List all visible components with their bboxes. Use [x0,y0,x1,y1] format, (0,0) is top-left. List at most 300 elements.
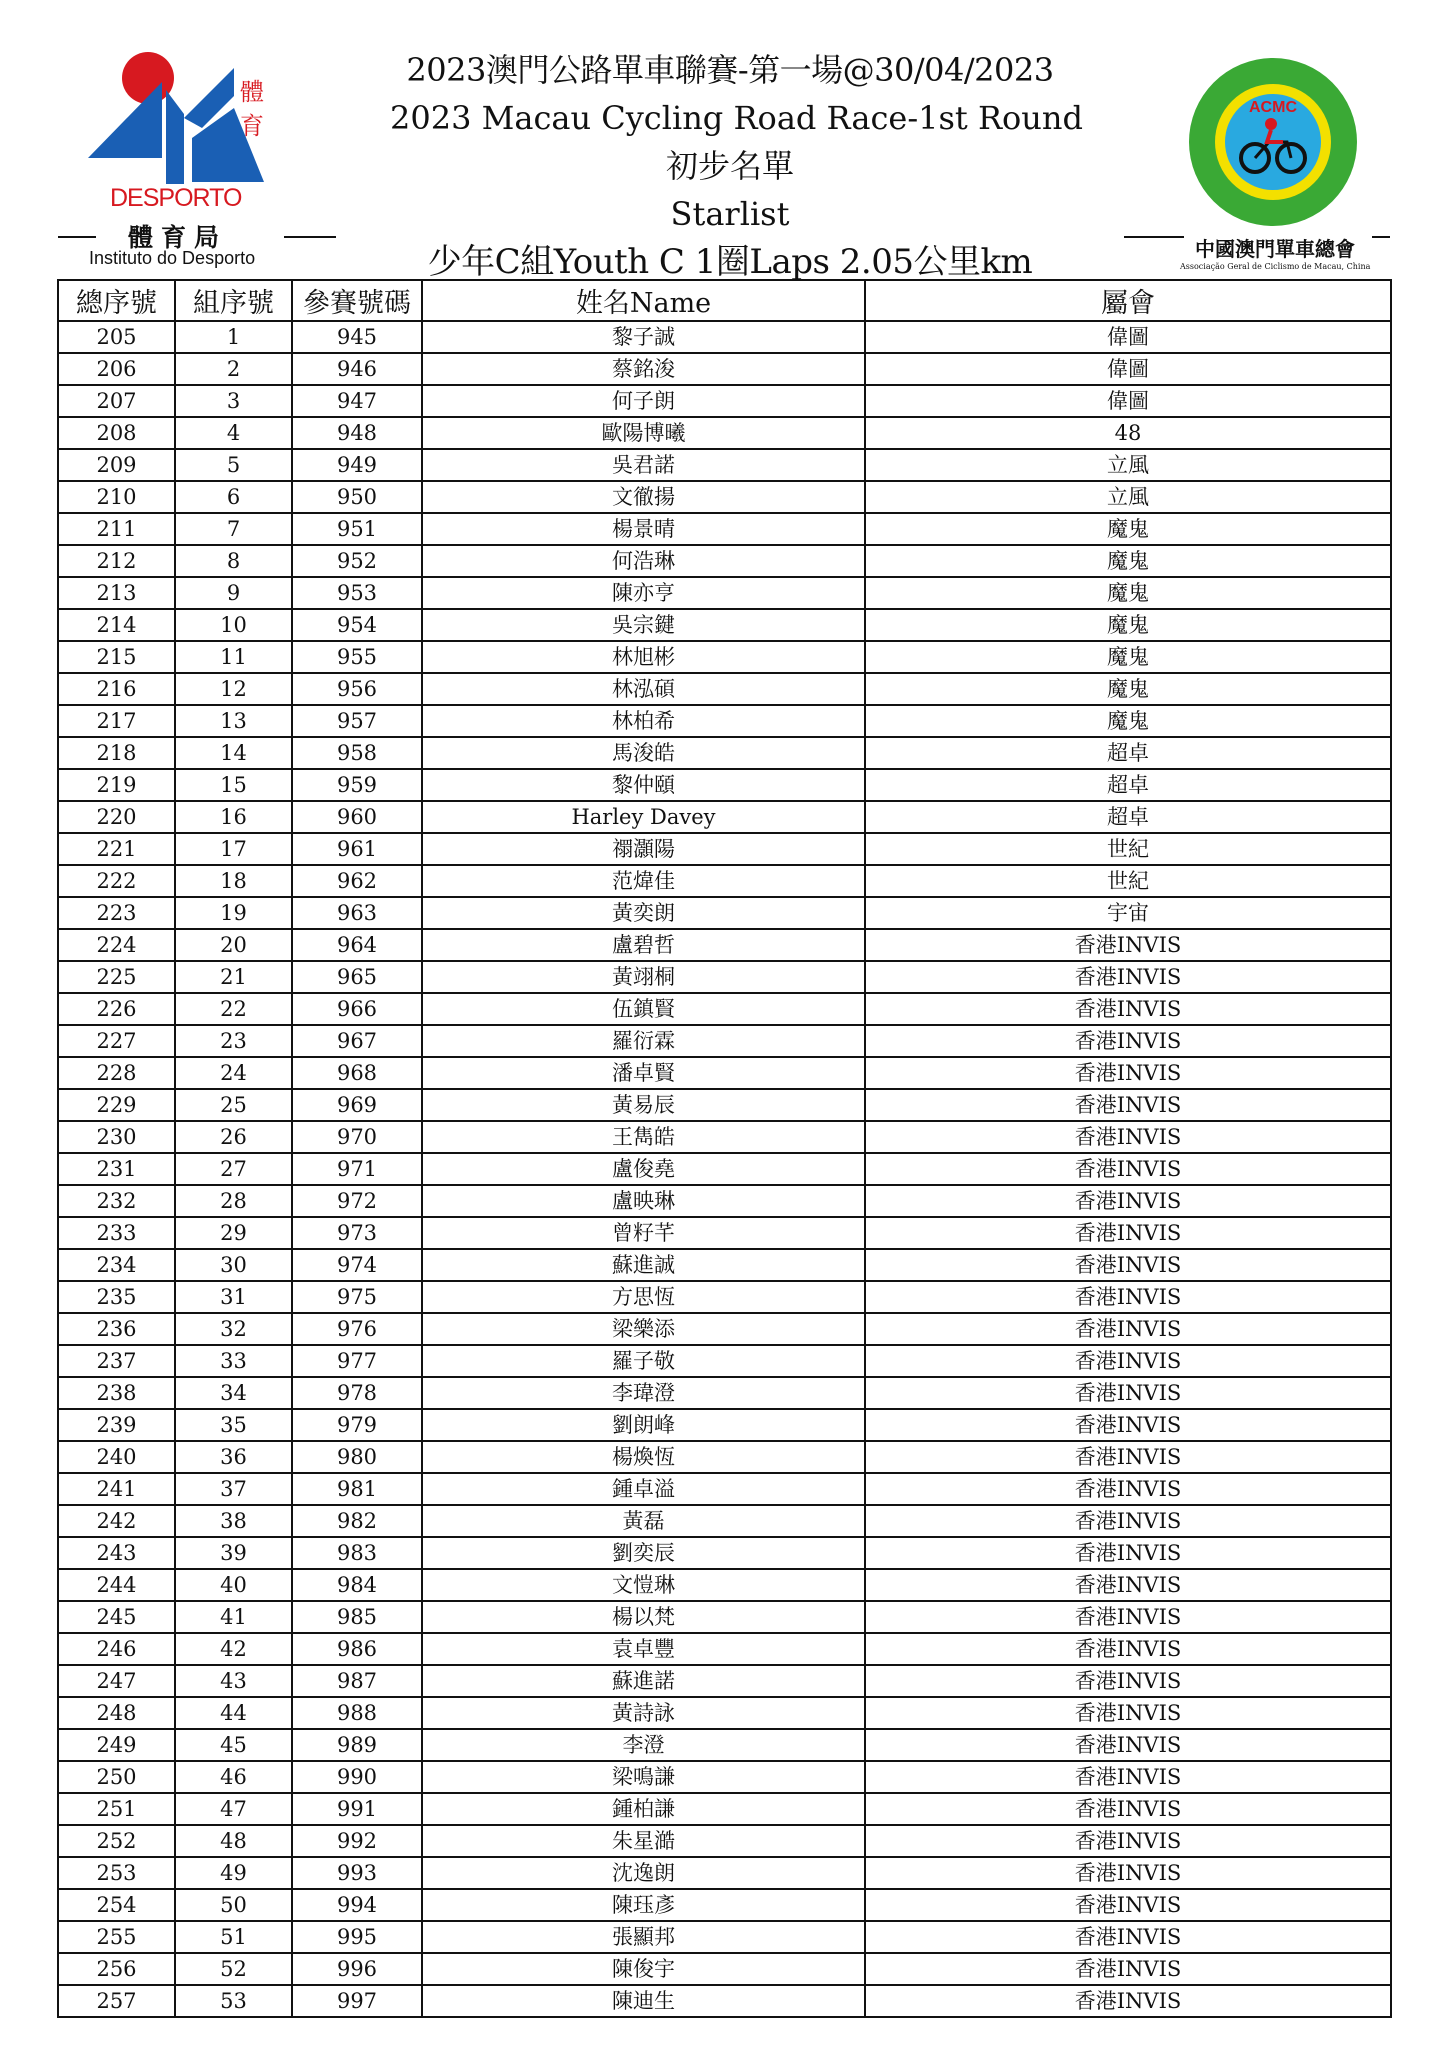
cell-club: 香港INVIS [865,1217,1391,1249]
cell-group-no: 27 [175,1153,292,1185]
cell-club: 偉圖 [865,353,1391,385]
cell-club: 香港INVIS [865,1633,1391,1665]
cell-bib-no: 973 [292,1217,422,1249]
cell-overall-no: 251 [58,1793,175,1825]
cell-overall-no: 244 [58,1569,175,1601]
cell-club: 立風 [865,449,1391,481]
cell-name: 方思恆 [422,1281,865,1313]
cell-overall-no: 240 [58,1441,175,1473]
cell-club: 香港INVIS [865,1185,1391,1217]
cell-bib-no: 988 [292,1697,422,1729]
cell-bib-no: 962 [292,865,422,897]
bureau-name-cn: 體育局 [128,223,228,252]
table-row [58,1185,1391,1217]
cell-name: 陳迪生 [422,1985,865,2017]
table-row [58,705,1391,737]
cell-overall-no: 256 [58,1953,175,1985]
cell-name: 文徹揚 [422,481,865,513]
cell-club: 香港INVIS [865,1089,1391,1121]
cell-name: 曾籽芊 [422,1217,865,1249]
cell-bib-no: 968 [292,1057,422,1089]
cell-name: 黃翊桐 [422,961,865,993]
cell-name: 林泓碩 [422,673,865,705]
table-row [58,1857,1391,1889]
cyclist-head-icon [1265,118,1277,130]
logo-brand-text: DESPORTO [110,184,242,212]
table-row [58,1409,1391,1441]
logo-tiyu-char-2: 育 [240,112,264,140]
cell-overall-no: 237 [58,1345,175,1377]
cell-group-no: 20 [175,929,292,961]
event-title-cn: 2023澳門公路單車聯賽-第一場@30/04/2023 [406,51,1054,89]
cell-bib-no: 974 [292,1249,422,1281]
table-row [58,1665,1391,1697]
table-row [58,353,1391,385]
table-row [58,1569,1391,1601]
cell-bib-no: 984 [292,1569,422,1601]
logo-tiyu-vertical [238,75,266,143]
cell-group-no: 25 [175,1089,292,1121]
cell-club: 香港INVIS [865,1761,1391,1793]
cell-group-no: 1 [175,321,292,353]
cell-group-no: 36 [175,1441,292,1473]
table-row [58,1633,1391,1665]
cell-club: 魔鬼 [865,705,1391,737]
table-row [58,577,1391,609]
startlist-table [57,279,1392,2018]
cell-bib-no: 959 [292,769,422,801]
table-row [58,1057,1391,1089]
cell-overall-no: 235 [58,1281,175,1313]
cell-club: 偉圖 [865,321,1391,353]
cell-name: 陳亦亨 [422,577,865,609]
header-rule-left [284,236,336,238]
startlist-table-wrap [57,279,1390,2018]
cell-bib-no: 969 [292,1089,422,1121]
cell-name: 吳宗鍵 [422,609,865,641]
table-row [58,1697,1391,1729]
cell-bib-no: 978 [292,1377,422,1409]
cell-group-no: 53 [175,1985,292,2017]
cell-club: 香港INVIS [865,1281,1391,1313]
cell-group-no: 43 [175,1665,292,1697]
cell-overall-no: 242 [58,1505,175,1537]
cell-overall-no: 221 [58,833,175,865]
table-row [58,545,1391,577]
cell-club: 超卓 [865,801,1391,833]
cell-overall-no: 224 [58,929,175,961]
cell-overall-no: 214 [58,609,175,641]
cell-name: 劉朗峰 [422,1409,865,1441]
cell-bib-no: 966 [292,993,422,1025]
cell-group-no: 17 [175,833,292,865]
cell-bib-no: 996 [292,1953,422,1985]
cell-bib-no: 963 [292,897,422,929]
cell-group-no: 19 [175,897,292,929]
cell-group-no: 6 [175,481,292,513]
cell-bib-no: 955 [292,641,422,673]
cell-name: 王雋皓 [422,1121,865,1153]
cell-club: 香港INVIS [865,993,1391,1025]
table-row [58,1825,1391,1857]
list-title-en: Starlist [670,195,790,233]
table-row [58,833,1391,865]
cell-group-no: 7 [175,513,292,545]
cell-name: 范煒佳 [422,865,865,897]
cell-overall-no: 245 [58,1601,175,1633]
category-title: 少年C組Youth C 1圈Laps 2.05公里km [427,242,1033,282]
cell-club: 魔鬼 [865,577,1391,609]
cell-name: 黃奕朗 [422,897,865,929]
cell-group-no: 31 [175,1281,292,1313]
cell-name: 禤灝陽 [422,833,865,865]
cell-group-no: 23 [175,1025,292,1057]
table-row [58,737,1391,769]
cell-name: 楊煥恆 [422,1441,865,1473]
cell-club: 香港INVIS [865,1025,1391,1057]
cell-name: 黃詩詠 [422,1697,865,1729]
table-row [58,1377,1391,1409]
table-header-row [58,280,1391,321]
cell-bib-no: 987 [292,1665,422,1697]
logo-tiyu-char-1: 體 [240,78,264,106]
cell-club: 香港INVIS [865,1601,1391,1633]
table-row [58,1537,1391,1569]
cell-group-no: 44 [175,1697,292,1729]
cell-name: 黎仲頤 [422,769,865,801]
cell-group-no: 50 [175,1889,292,1921]
cell-club: 香港INVIS [865,1345,1391,1377]
cell-club: 香港INVIS [865,961,1391,993]
cell-bib-no: 977 [292,1345,422,1377]
cell-bib-no: 982 [292,1505,422,1537]
cell-name: 楊景晴 [422,513,865,545]
cell-overall-no: 212 [58,545,175,577]
cell-club: 魔鬼 [865,513,1391,545]
table-row [58,1953,1391,1985]
cell-name: 蘇進諾 [422,1665,865,1697]
cell-club: 香港INVIS [865,1569,1391,1601]
cell-name: 陳珏彥 [422,1889,865,1921]
cell-overall-no: 206 [58,353,175,385]
table-row [58,801,1391,833]
cell-bib-no: 990 [292,1761,422,1793]
cell-name: 張顯邦 [422,1921,865,1953]
cell-overall-no: 241 [58,1473,175,1505]
table-row [58,1441,1391,1473]
cell-overall-no: 207 [58,385,175,417]
cell-club: 香港INVIS [865,1793,1391,1825]
cell-bib-no: 983 [292,1537,422,1569]
table-row [58,481,1391,513]
cell-name: 蘇進誠 [422,1249,865,1281]
cell-group-no: 28 [175,1185,292,1217]
cell-name: 黎子誠 [422,321,865,353]
cell-bib-no: 989 [292,1729,422,1761]
cell-group-no: 14 [175,737,292,769]
list-title-cn: 初步名單 [665,147,794,185]
cell-name: 黃易辰 [422,1089,865,1121]
cell-overall-no: 220 [58,801,175,833]
cell-bib-no: 954 [292,609,422,641]
cell-bib-no: 970 [292,1121,422,1153]
cell-overall-no: 231 [58,1153,175,1185]
table-row [58,1601,1391,1633]
cell-overall-no: 252 [58,1825,175,1857]
cell-group-no: 33 [175,1345,292,1377]
cell-club: 世紀 [865,833,1391,865]
cell-club: 魔鬼 [865,545,1391,577]
cell-group-no: 41 [175,1601,292,1633]
cell-club: 香港INVIS [865,929,1391,961]
cell-overall-no: 213 [58,577,175,609]
cell-name: 盧碧哲 [422,929,865,961]
cell-group-no: 38 [175,1505,292,1537]
table-row [58,897,1391,929]
cell-name: 盧俊堯 [422,1153,865,1185]
cell-group-no: 46 [175,1761,292,1793]
acmc-logo [1187,56,1359,228]
cell-overall-no: 253 [58,1857,175,1889]
cell-club: 宇宙 [865,897,1391,929]
cell-bib-no: 972 [292,1185,422,1217]
cell-bib-no: 957 [292,705,422,737]
cell-bib-no: 945 [292,321,422,353]
cell-group-no: 10 [175,609,292,641]
cell-overall-no: 205 [58,321,175,353]
cell-name: 伍鎮賢 [422,993,865,1025]
logo-blue-bar-icon [166,90,184,184]
table-row [58,1089,1391,1121]
cell-bib-no: 965 [292,961,422,993]
table-row [58,609,1391,641]
cell-name: 李瑋澄 [422,1377,865,1409]
table-row [58,1985,1391,2017]
table-row [58,929,1391,961]
cell-group-no: 13 [175,705,292,737]
table-row [58,1281,1391,1313]
table-row [58,961,1391,993]
cell-group-no: 51 [175,1921,292,1953]
cell-club: 超卓 [865,769,1391,801]
cell-overall-no: 257 [58,1985,175,2017]
cell-club: 香港INVIS [865,1697,1391,1729]
title-block [390,46,1083,238]
header-rule-right-short [1372,236,1390,238]
cell-overall-no: 209 [58,449,175,481]
cell-bib-no: 946 [292,353,422,385]
cell-overall-no: 227 [58,1025,175,1057]
bureau-name-pt: Instituto do Desporto [89,248,256,268]
cell-overall-no: 219 [58,769,175,801]
cell-overall-no: 222 [58,865,175,897]
cell-group-no: 49 [175,1857,292,1889]
cell-bib-no: 979 [292,1409,422,1441]
cell-group-no: 16 [175,801,292,833]
cell-overall-no: 250 [58,1761,175,1793]
cell-name: 蔡銘浚 [422,353,865,385]
acmc-name-pt: Associação Geral de Ciclismo de Macau, China [1180,262,1371,271]
cell-group-no: 9 [175,577,292,609]
cell-overall-no: 210 [58,481,175,513]
cell-overall-no: 208 [58,417,175,449]
cell-group-no: 35 [175,1409,292,1441]
cell-name: 潘卓賢 [422,1057,865,1089]
cell-club: 香港INVIS [865,1441,1391,1473]
cell-club: 香港INVIS [865,1121,1391,1153]
cell-group-no: 8 [175,545,292,577]
cell-bib-no: 947 [292,385,422,417]
cell-group-no: 22 [175,993,292,1025]
cell-overall-no: 238 [58,1377,175,1409]
header-bib-no: 參賽號碼 [292,280,422,321]
cell-name: 黃磊 [422,1505,865,1537]
cell-overall-no: 246 [58,1633,175,1665]
cell-group-no: 37 [175,1473,292,1505]
cell-club: 香港INVIS [865,1057,1391,1089]
table-row [58,513,1391,545]
cell-club: 香港INVIS [865,1153,1391,1185]
cell-bib-no: 964 [292,929,422,961]
cell-club: 香港INVIS [865,1921,1391,1953]
table-row [58,1025,1391,1057]
table-row [58,385,1391,417]
cell-bib-no: 986 [292,1633,422,1665]
cell-group-no: 26 [175,1121,292,1153]
cell-overall-no: 247 [58,1665,175,1697]
cell-name: 盧映琳 [422,1185,865,1217]
cell-overall-no: 243 [58,1537,175,1569]
cell-overall-no: 232 [58,1185,175,1217]
header-group-no: 組序號 [175,280,292,321]
table-row [58,641,1391,673]
table-row [58,321,1391,353]
cell-group-no: 5 [175,449,292,481]
header-name: 姓名Name [422,280,865,321]
cell-name: 羅衍霖 [422,1025,865,1057]
cell-group-no: 4 [175,417,292,449]
cell-name: 劉奕辰 [422,1537,865,1569]
cell-club: 香港INVIS [865,1825,1391,1857]
cell-group-no: 30 [175,1249,292,1281]
cell-name: 陳俊宇 [422,1953,865,1985]
acmc-name-cn: 中國澳門單車總會 [1195,237,1355,261]
cell-bib-no: 960 [292,801,422,833]
cell-group-no: 34 [175,1377,292,1409]
cell-overall-no: 217 [58,705,175,737]
cell-club: 香港INVIS [865,1857,1391,1889]
cell-name: 袁卓豐 [422,1633,865,1665]
cell-group-no: 48 [175,1825,292,1857]
table-row [58,1313,1391,1345]
cell-overall-no: 233 [58,1217,175,1249]
cell-overall-no: 226 [58,993,175,1025]
cell-bib-no: 956 [292,673,422,705]
cell-club: 香港INVIS [865,1729,1391,1761]
cell-bib-no: 994 [292,1889,422,1921]
cell-bib-no: 992 [292,1825,422,1857]
table-row [58,449,1391,481]
cell-club: 香港INVIS [865,1665,1391,1697]
table-row [58,1505,1391,1537]
cell-club: 魔鬼 [865,641,1391,673]
cell-overall-no: 255 [58,1921,175,1953]
table-body [58,321,1391,2017]
cell-overall-no: 254 [58,1889,175,1921]
cell-name: 朱星澔 [422,1825,865,1857]
cell-club: 香港INVIS [865,1313,1391,1345]
cell-name: 何子朗 [422,385,865,417]
cell-bib-no: 991 [292,1793,422,1825]
cell-name: 林柏希 [422,705,865,737]
cell-name: 羅子敬 [422,1345,865,1377]
cell-club: 立風 [865,481,1391,513]
cell-name: 何浩琳 [422,545,865,577]
cell-club: 超卓 [865,737,1391,769]
cell-bib-no: 995 [292,1921,422,1953]
cell-group-no: 39 [175,1537,292,1569]
table-row [58,1249,1391,1281]
cell-name: 馬浚皓 [422,737,865,769]
cell-overall-no: 234 [58,1249,175,1281]
cell-group-no: 18 [175,865,292,897]
table-row [58,1889,1391,1921]
cell-group-no: 52 [175,1953,292,1985]
cell-group-no: 21 [175,961,292,993]
header-rule-left-short [58,236,96,238]
cell-group-no: 24 [175,1057,292,1089]
cell-name: 吳君諾 [422,449,865,481]
cell-club: 香港INVIS [865,1409,1391,1441]
cell-bib-no: 952 [292,545,422,577]
cell-group-no: 29 [175,1217,292,1249]
table-row [58,865,1391,897]
header-rule-right [1124,236,1184,238]
cell-overall-no: 239 [58,1409,175,1441]
cell-overall-no: 228 [58,1057,175,1089]
cell-club: 香港INVIS [865,1889,1391,1921]
cell-overall-no: 225 [58,961,175,993]
cell-group-no: 15 [175,769,292,801]
cell-bib-no: 950 [292,481,422,513]
cell-club: 香港INVIS [865,1473,1391,1505]
cell-overall-no: 236 [58,1313,175,1345]
table-row [58,673,1391,705]
event-title-en: 2023 Macau Cycling Road Race-1st Round [390,99,1083,137]
table-row [58,1121,1391,1153]
header-club: 屬會 [865,280,1391,321]
cell-bib-no: 958 [292,737,422,769]
acmc-badge-text: ACMC [1249,99,1297,116]
table-row [58,1761,1391,1793]
cell-bib-no: 949 [292,449,422,481]
cell-bib-no: 997 [292,1985,422,2017]
cell-club: 48 [865,417,1391,449]
cell-club: 香港INVIS [865,1249,1391,1281]
cell-name: 李澄 [422,1729,865,1761]
cell-overall-no: 230 [58,1121,175,1153]
cell-bib-no: 976 [292,1313,422,1345]
cell-name: 文愷琳 [422,1569,865,1601]
cell-bib-no: 948 [292,417,422,449]
cell-overall-no: 229 [58,1089,175,1121]
cell-overall-no: 223 [58,897,175,929]
cell-bib-no: 953 [292,577,422,609]
table-row [58,993,1391,1025]
cell-club: 魔鬼 [865,609,1391,641]
table-row [58,769,1391,801]
cell-overall-no: 249 [58,1729,175,1761]
